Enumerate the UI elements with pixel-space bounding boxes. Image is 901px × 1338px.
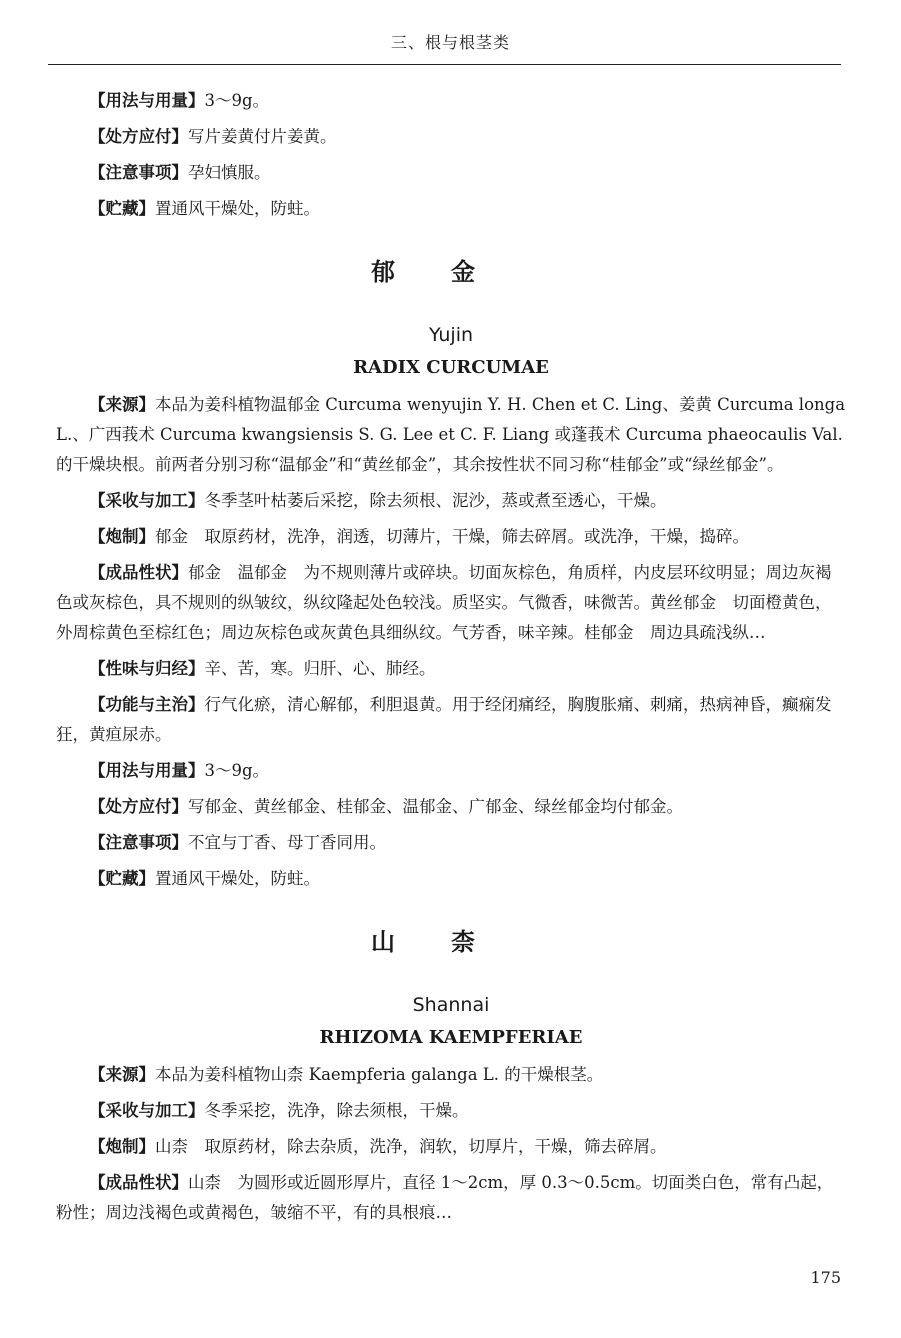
paragraph (56, 194, 846, 224)
paragraph (56, 158, 846, 188)
paragraph (56, 522, 846, 552)
field-label: 【处方应付】 (89, 797, 188, 816)
paragraph (56, 86, 846, 116)
entry-yujin (56, 254, 846, 894)
field-text: 冬季采挖，洗净，除去须根，干燥。 (204, 1101, 469, 1120)
entry-latin-name: RHIZOMA KAEMPFERIAE (319, 1027, 583, 1048)
paragraph (56, 486, 846, 516)
field-text: 山柰 为圆形或近圆形厚片，直径 1～2cm，厚 0.3～0.5cm。切面类白色，常有凸起，粉性；周边浅褐色或黄褐色，皱缩不平，有的具根痕… (56, 1173, 834, 1222)
field-label: 【炮制】 (89, 1137, 155, 1156)
paragraph (56, 1168, 846, 1228)
field-label: 【来源】 (89, 395, 155, 414)
field-text: 置通风干燥处，防蛀。 (155, 869, 320, 888)
field-label: 【采收与加工】 (89, 1101, 205, 1120)
field-text: 写片姜黄付片姜黄。 (188, 127, 337, 146)
field-text: 辛、苦，寒。归肝、心、肺经。 (204, 659, 436, 678)
field-label: 【成品性状】 (89, 563, 188, 582)
field-label: 【采收与加工】 (89, 491, 205, 510)
header-rule (48, 64, 841, 65)
field-text: 置通风干燥处，防蛀。 (155, 199, 320, 218)
field-label: 【功能与主治】 (89, 695, 205, 714)
field-text: 本品为姜科植物山柰 Kaempferia galanga L. 的干燥根茎。 (155, 1065, 604, 1084)
field-label: 【性味与归经】 (89, 659, 205, 678)
paragraph (56, 1096, 846, 1126)
paragraph (56, 1060, 846, 1090)
field-text: 不宜与丁香、母丁香同用。 (188, 833, 386, 852)
paragraph (56, 828, 846, 858)
entry-pinyin: Yujin (428, 324, 474, 346)
entry-pinyin: Shannai (412, 994, 490, 1016)
field-label: 【成品性状】 (89, 1173, 188, 1192)
entry-title: 山柰 (371, 928, 531, 956)
paragraph (56, 1132, 846, 1162)
previous-entry-tail (56, 86, 846, 224)
paragraph (56, 864, 846, 894)
field-label: 【注意事项】 (89, 833, 188, 852)
field-text: 写郁金、黄丝郁金、桂郁金、温郁金、广郁金、绿丝郁金均付郁金。 (188, 797, 683, 816)
field-label: 【炮制】 (89, 527, 155, 546)
field-text: 3～9g。 (204, 91, 270, 110)
paragraph (56, 690, 846, 750)
field-label: 【注意事项】 (89, 163, 188, 182)
field-label: 【用法与用量】 (89, 761, 205, 780)
field-text: 孕妇慎服。 (188, 163, 271, 182)
field-text: 郁金 取原药材，洗净，润透，切薄片，干燥，筛去碎屑。或洗净，干燥，捣碎。 (155, 527, 749, 546)
entry-shannai (56, 924, 846, 1228)
field-text: 冬季茎叶枯萎后采挖，除去须根、泥沙，蒸或煮至透心，干燥。 (204, 491, 667, 510)
field-label: 【用法与用量】 (89, 91, 205, 110)
page-number: 175 (810, 1268, 841, 1287)
field-label: 【贮藏】 (89, 199, 155, 218)
paragraph (56, 792, 846, 822)
paragraph (56, 756, 846, 786)
field-label: 【来源】 (89, 1065, 155, 1084)
entry-latin-name: RADIX CURCUMAE (353, 357, 549, 378)
field-label: 【处方应付】 (89, 127, 188, 146)
field-text: 本品为姜科植物温郁金 Curcuma wenyujin Y. H. Chen et C. Ling、姜黄 Curcuma longa L.、广西莪术 Curcuma kwangsiensis S. G. Lee et C. F. Liang 或蓬莪术 Curcuma phaeocaulis Val. 的干燥块根。前两者分别习称“温郁金”和“黄丝郁金”，其余按性状不同习称“桂郁金”或“绿丝郁金”。 (56, 395, 846, 474)
field-text: 郁金 温郁金 为不规则薄片或碎块。切面灰棕色，角质样，内皮层环纹明显；周边灰褐色或灰棕色，具不规则的纵皱纹，纵纹隆起处色较浅。质坚实。气微香，味微苦。黄丝郁金 切面橙黄色，外周棕黄色至棕红色；周边灰棕色或灰黄色具细纵纹。气芳香，味辛辣。桂郁金 周边具疏浅纵… (56, 563, 832, 642)
page-content (56, 86, 846, 1234)
paragraph (56, 654, 846, 684)
field-text: 3～9g。 (204, 761, 270, 780)
field-text: 行气化瘀，清心解郁，利胆退黄。用于经闭痛经，胸腹胀痛、刺痛，热病神昏，癫痫发狂，黄疸尿赤。 (56, 695, 832, 744)
entry-title: 郁金 (371, 258, 531, 286)
field-text: 山柰 取原药材，除去杂质，洗净，润软，切厚片，干燥，筛去碎屑。 (155, 1137, 667, 1156)
field-label: 【贮藏】 (89, 869, 155, 888)
paragraph (56, 390, 846, 480)
running-header: 三、根与根茎类 (390, 33, 510, 52)
paragraph (56, 122, 846, 152)
paragraph (56, 558, 846, 648)
